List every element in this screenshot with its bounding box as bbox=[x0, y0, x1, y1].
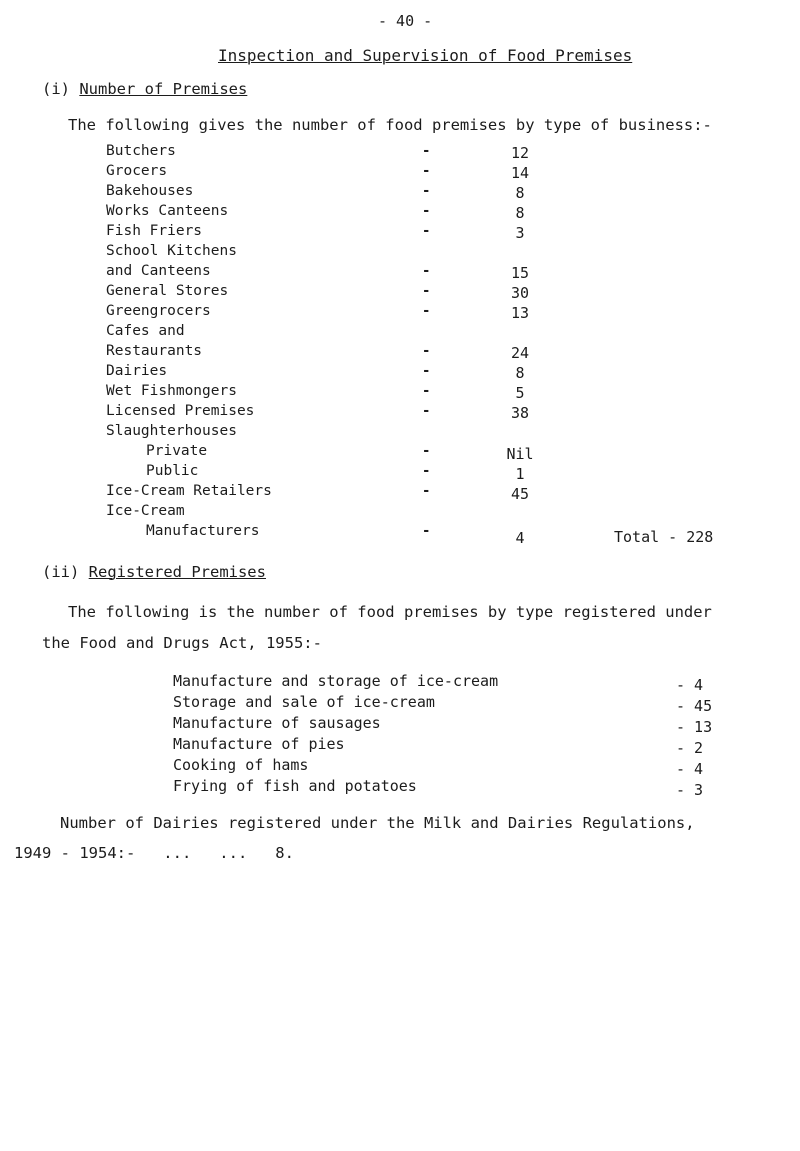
dash-separator: - bbox=[422, 143, 431, 159]
category-count: 24 bbox=[510, 344, 530, 362]
section-2-number: (ii) bbox=[42, 563, 80, 581]
category-label: Ice-Cream bbox=[106, 503, 185, 519]
registered-label: Frying of fish and potatoes bbox=[173, 777, 417, 795]
registered-label: Storage and sale of ice-cream bbox=[173, 693, 435, 711]
category-label: Public bbox=[146, 463, 199, 479]
category-count: Nil bbox=[506, 445, 534, 463]
dash-separator: - bbox=[422, 463, 431, 479]
dash-separator: - bbox=[422, 363, 431, 379]
category-count: 38 bbox=[510, 404, 530, 422]
section-2-intro-line-2: the Food and Drugs Act, 1955:- bbox=[42, 634, 322, 652]
registered-count: - 45 bbox=[676, 697, 713, 715]
category-count: 14 bbox=[510, 164, 530, 182]
dash-separator: - bbox=[422, 283, 431, 299]
category-count: 30 bbox=[510, 284, 530, 302]
category-count: 12 bbox=[510, 144, 530, 162]
registered-label: Manufacture of sausages bbox=[173, 714, 381, 732]
category-label: and Canteens bbox=[106, 263, 211, 279]
category-count: 5 bbox=[515, 384, 525, 402]
category-label: Slaughterhouses bbox=[106, 423, 237, 439]
section-1-number: (i) bbox=[42, 80, 70, 98]
dash-separator: - bbox=[422, 343, 431, 359]
registered-count: - 2 bbox=[676, 739, 704, 757]
category-count: 8 bbox=[515, 184, 525, 202]
category-count: 1 bbox=[515, 465, 525, 483]
dash-separator: - bbox=[422, 203, 431, 219]
section-1-title: Number of Premises bbox=[79, 80, 248, 98]
category-label: Wet Fishmongers bbox=[106, 383, 237, 399]
category-label: Works Canteens bbox=[106, 203, 229, 219]
section-1-heading bbox=[42, 80, 247, 98]
dash-separator: - bbox=[422, 383, 431, 399]
dash-separator: - bbox=[422, 223, 431, 239]
category-label: Restaurants bbox=[106, 343, 203, 359]
dash-separator: - bbox=[422, 523, 431, 539]
section-1-intro: The following gives the number of food premises by type of business:- bbox=[68, 116, 712, 134]
registered-label: Manufacture of pies bbox=[173, 735, 345, 753]
registered-count: - 4 bbox=[676, 760, 704, 778]
category-label: Fish Friers bbox=[106, 223, 203, 239]
category-label: Manufacturers bbox=[146, 523, 260, 539]
dash-separator: - bbox=[422, 443, 431, 459]
category-label: Private bbox=[146, 443, 208, 459]
category-label: School Kitchens bbox=[106, 243, 237, 259]
dash-separator: - bbox=[422, 403, 431, 419]
category-label: Cafes and bbox=[106, 323, 185, 339]
page-title: Inspection and Supervision of Food Premises bbox=[218, 46, 633, 65]
category-count: 45 bbox=[510, 485, 530, 503]
registered-count: - 3 bbox=[676, 781, 704, 799]
category-label: Dairies bbox=[106, 363, 168, 379]
section-2-title: Registered Premises bbox=[88, 563, 266, 581]
section-2-intro-line-1: The following is the number of food premises by type registered under bbox=[68, 603, 712, 621]
category-label: Bakehouses bbox=[106, 183, 194, 199]
category-label: Greengrocers bbox=[106, 303, 211, 319]
category-count: 8 bbox=[515, 364, 525, 382]
dairies-line-1: Number of Dairies registered under the Milk and Dairies Regulations, bbox=[60, 814, 695, 832]
category-label: Licensed Premises bbox=[106, 403, 255, 419]
category-label: Butchers bbox=[106, 143, 176, 159]
category-label: General Stores bbox=[106, 283, 229, 299]
section-2-heading bbox=[42, 563, 266, 581]
category-label: Grocers bbox=[106, 163, 168, 179]
category-count: 3 bbox=[515, 224, 525, 242]
registered-label: Cooking of hams bbox=[173, 756, 309, 774]
dairies-line-2: 1949 - 1954:- ... ... 8. bbox=[14, 844, 294, 862]
dash-separator: - bbox=[422, 483, 431, 499]
registered-count: - 4 bbox=[676, 676, 704, 694]
premises-total: Total - 228 bbox=[614, 528, 714, 546]
category-count: 8 bbox=[515, 204, 525, 222]
page-number: - 40 - bbox=[378, 12, 433, 30]
registered-label: Manufacture and storage of ice-cream bbox=[173, 672, 499, 690]
category-label: Ice-Cream Retailers bbox=[106, 483, 272, 499]
dash-separator: - bbox=[422, 183, 431, 199]
category-count: 4 bbox=[515, 529, 525, 547]
dash-separator: - bbox=[422, 263, 431, 279]
category-count: 15 bbox=[510, 264, 530, 282]
dash-separator: - bbox=[422, 163, 431, 179]
registered-count: - 13 bbox=[676, 718, 713, 736]
dash-separator: - bbox=[422, 303, 431, 319]
category-count: 13 bbox=[510, 304, 530, 322]
